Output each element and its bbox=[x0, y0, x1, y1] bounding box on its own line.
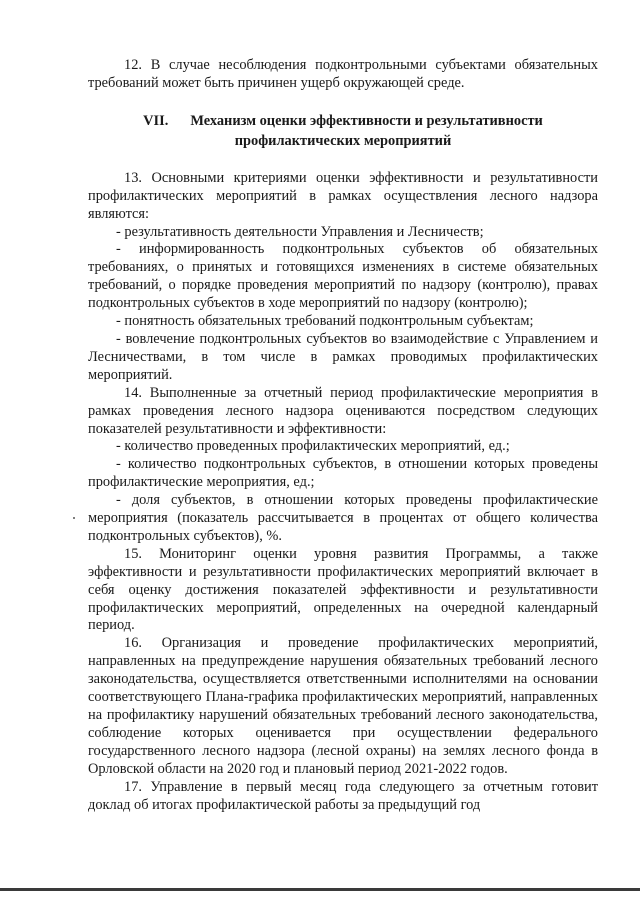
list-item: - количество подконтрольных субъектов, в отношении которых проведены профилактические мероприятия, ед.; bbox=[88, 456, 598, 491]
section-title-line-1: Механизм оценки эффективности и результативности bbox=[190, 112, 543, 129]
paragraph-13: 13. Основными критериями оценки эффективности и результативности профилактических мероприятий в рамках осуществления лесного надзора являются: bbox=[88, 169, 598, 222]
list-item: - доля субъектов, в отношении которых проведены профилактические мероприятия (показатель рассчитывается в процентах от общего количества подконтрольных субъектов), %. bbox=[88, 492, 598, 544]
section-heading-line-1 bbox=[88, 111, 598, 131]
list-item: - результативность деятельности Управления и Лесничеств; bbox=[116, 223, 484, 240]
paragraph-12: 12. В случае несоблюдения подконтрольными субъектами обязательных требований может быть причинен ущерб окружающей среде. bbox=[88, 57, 598, 91]
list-item: - вовлечение подконтрольных субъектов во взаимодействие с Управлением и Лесничествами, в том числе в рамках проводимых профилактических мероприятий. bbox=[88, 330, 598, 383]
list-item: - понятность обязательных требований подконтрольным субъектам; bbox=[116, 313, 534, 330]
section-title-line-2: профилактических мероприятий bbox=[234, 132, 452, 149]
section-number: VII. bbox=[143, 112, 169, 129]
scan-bottom-edge bbox=[0, 888, 640, 891]
paragraph-16: 16. Организация и проведение профилактических мероприятий, направленных на предупреждение нарушения обязательных требований лесного законодательства, осуществляется ответственными исполнителями на основании соответствующего Плана-графика профилактических мероприятий, направленных на профилактику нарушений обязательных требований лесного законодательства, соблюдение которых оценивается при осуществлении федерального государственного лесного надзора (лесной охраны) на землях лесного фонда в Орловской области на 2020 год и плановый период 2021-2022 годов. bbox=[88, 635, 598, 777]
list-item: - количество проведенных профилактических мероприятий, ед.; bbox=[116, 438, 510, 455]
scan-speck bbox=[73, 517, 75, 519]
paragraph-17: 17. Управление в первый месяц года следующего за отчетным готовит доклад об итогах профилактической работы за предыдущий год bbox=[88, 778, 598, 813]
document-body bbox=[88, 57, 598, 814]
list-item: - информированность подконтрольных субъектов об обязательных требованиях, о принятых и готовящихся изменениях в системе обязательных требований, о порядке проведения мероприятий по надзору (контролю), правах подконтрольных субъектов в ходе мероприятий по надзору (контролю); bbox=[88, 241, 598, 312]
paragraph-15: 15. Мониторинг оценки уровня развития Программы, а также эффективности и результативности профилактических мероприятий включает в себя оценку достижения показателей эффективности и результативности профилактических мероприятий, определенных на очередной календарный период. bbox=[88, 545, 598, 634]
section-heading bbox=[88, 111, 598, 151]
paragraph-14: 14. Выполненные за отчетный период профилактические мероприятия в рамках проведения лесного надзора оцениваются посредством следующих показателей результативности и эффективности: bbox=[88, 384, 598, 437]
